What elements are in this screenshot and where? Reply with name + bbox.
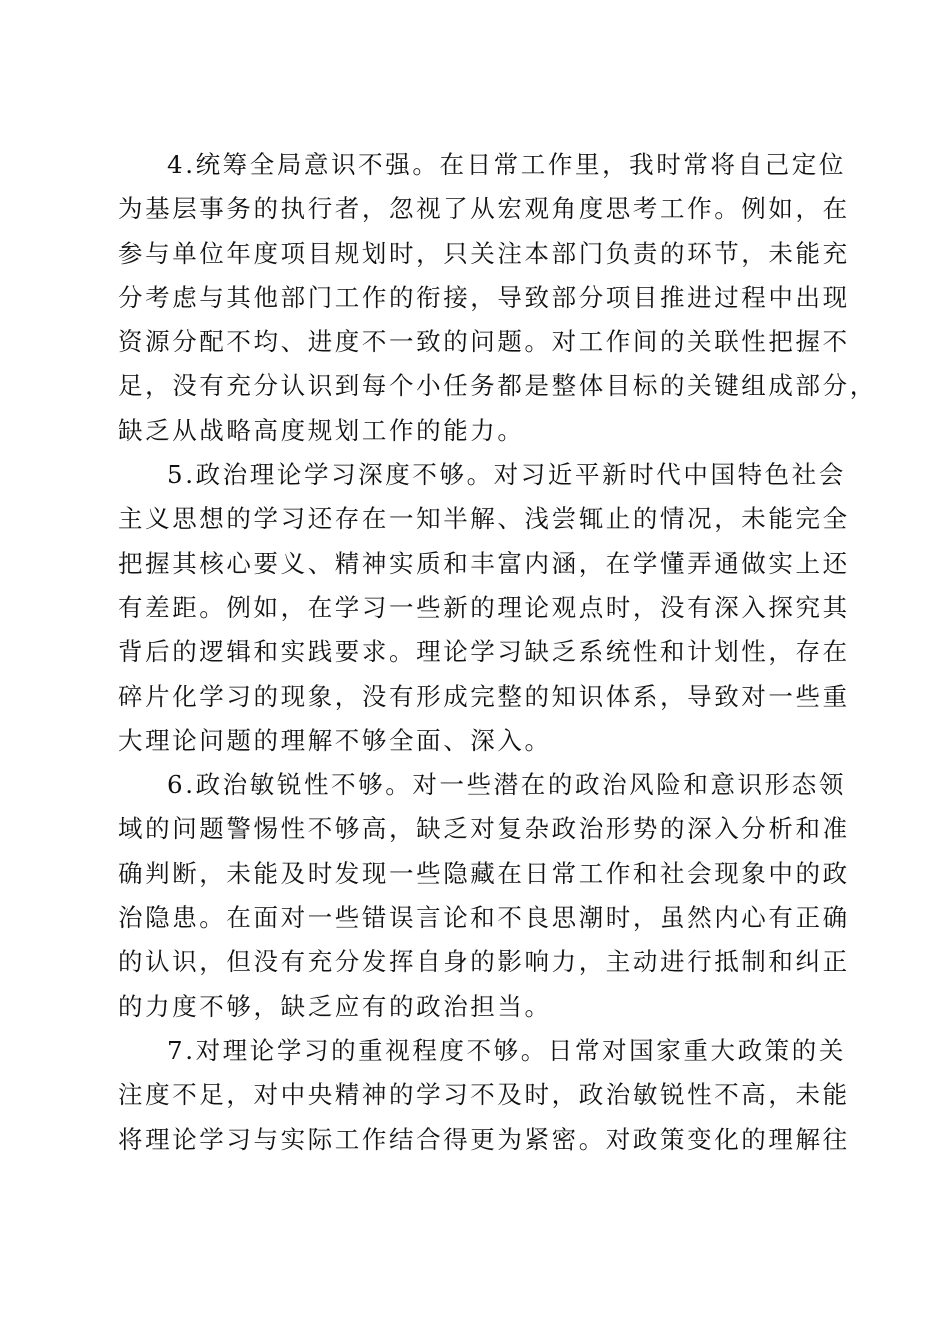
paragraph-item-4 bbox=[118, 143, 877, 453]
paragraph-line: 5.政治理论学习深度不够。对习近平新时代中国特色社会 bbox=[167, 460, 846, 490]
paragraph-item-6 bbox=[118, 763, 850, 1029]
paragraph-line: 为基层事务的执行者，忽视了从宏观角度思考工作。例如，在 bbox=[118, 194, 850, 224]
paragraph-line: 资源分配不均、进度不一致的问题。对工作间的关联性把握不 bbox=[118, 327, 850, 357]
paragraph-item-5 bbox=[118, 453, 850, 763]
paragraph-line: 主义思想的学习还存在一知半解、浅尝辄止的情况，未能完全 bbox=[118, 504, 850, 534]
paragraph-line: 4.统筹全局意识不强。在日常工作里，我时常将自己定位 bbox=[167, 150, 846, 179]
paragraph-line: 分考虑与其他部门工作的衔接，导致部分项目推进过程中出现 bbox=[118, 282, 850, 312]
paragraph-line: 的认识，但没有充分发挥自身的影响力，主动进行抵制和纠正 bbox=[118, 947, 850, 977]
paragraph-line: 缺乏从战略高度规划工作的能力。 bbox=[118, 415, 525, 445]
paragraph-line: 把握其核心要义、精神实质和丰富内涵，在学懂弄通做实上还 bbox=[118, 548, 850, 578]
paragraph-line: 有差距。例如，在学习一些新的理论观点时，没有深入探究其 bbox=[118, 592, 850, 622]
paragraph-line: 将理论学习与实际工作结合得更为紧密。对政策变化的理解往 bbox=[118, 1124, 850, 1154]
paragraph-line: 7.对理论学习的重视程度不够。日常对国家重大政策的关 bbox=[167, 1035, 846, 1065]
paragraph-line: 6.政治敏锐性不够。对一些潜在的政治风险和意识形态领 bbox=[167, 770, 846, 800]
paragraph-line: 的力度不够，缺乏应有的政治担当。 bbox=[118, 991, 552, 1021]
paragraph-item-7 bbox=[118, 1029, 850, 1162]
paragraph-line: 注度不足，对中央精神的学习不及时，政治敏锐性不高，未能 bbox=[118, 1080, 850, 1110]
paragraph-line: 大理论问题的理解不够全面、深入。 bbox=[118, 725, 552, 755]
paragraph-line: 确判断，未能及时发现一些隐藏在日常工作和社会现象中的政 bbox=[118, 858, 850, 888]
paragraph-line: 参与单位年度项目规划时，只关注本部门负责的环节，未能充 bbox=[118, 238, 850, 268]
paragraph-line: 域的问题警惕性不够高，缺乏对复杂政治形势的深入分析和准 bbox=[118, 814, 850, 844]
document-body bbox=[118, 143, 877, 1162]
paragraph-line: 治隐患。在面对一些错误言论和不良思潮时，虽然内心有正确 bbox=[118, 903, 850, 933]
paragraph-line: 足，没有充分认识到每个小任务都是整体目标的关键组成部分， bbox=[118, 371, 877, 401]
paragraph-line: 碎片化学习的现象，没有形成完整的知识体系，导致对一些重 bbox=[118, 681, 850, 711]
paragraph-line: 背后的逻辑和实践要求。理论学习缺乏系统性和计划性，存在 bbox=[118, 637, 850, 667]
